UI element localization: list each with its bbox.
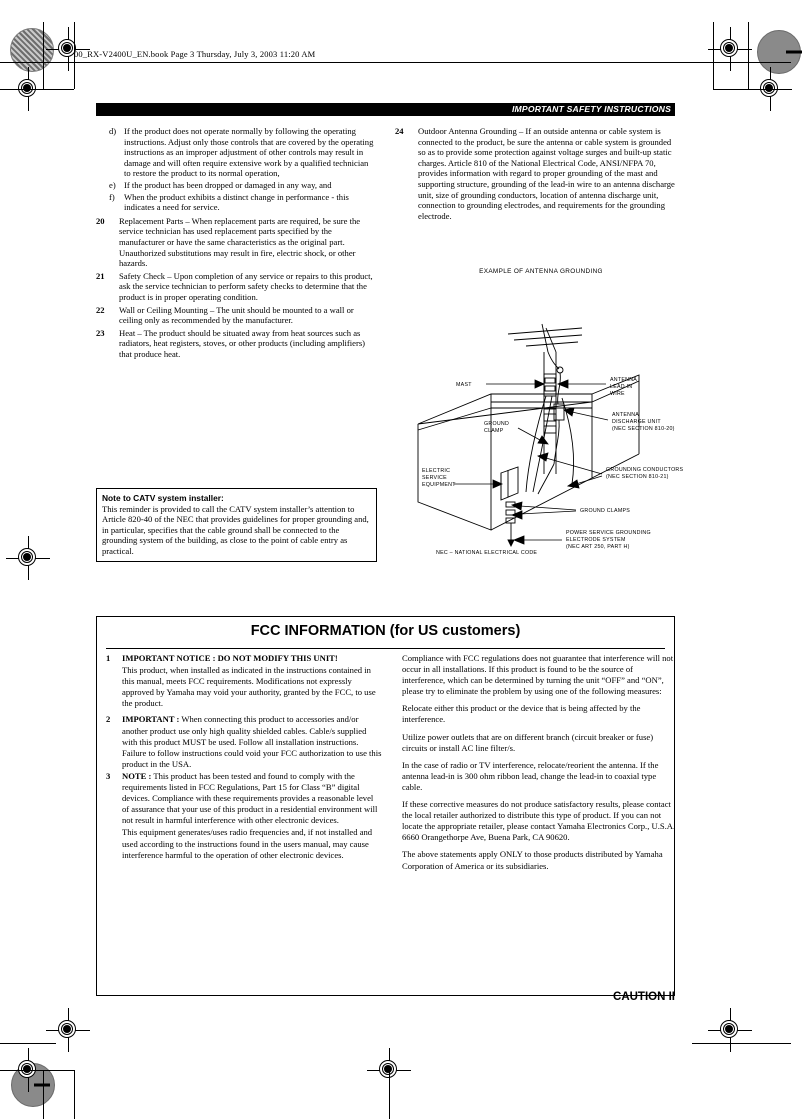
diagram-label-antenna-lead-in-wire: ANTENNA bbox=[610, 377, 638, 383]
item-number: 1 bbox=[106, 653, 111, 663]
svg-text:EQUIPMENT: EQUIPMENT bbox=[422, 482, 456, 488]
diagram-label-mast: MAST bbox=[456, 382, 472, 388]
fcc-title: FCC INFORMATION (for US customers) bbox=[250, 623, 521, 639]
list-item bbox=[96, 271, 377, 303]
list-item bbox=[106, 653, 382, 664]
fcc-right-paragraph: In the case of radio or TV interference, relocate/reorient the antenna. If the antenna lead-in is 300 ohm ribbon lead, change the lead-in to coaxial type cable. bbox=[402, 759, 659, 792]
item-number: 24 bbox=[395, 126, 404, 136]
fcc-title-rule bbox=[106, 648, 665, 649]
antenna-grounding-diagram bbox=[396, 268, 686, 556]
crop-line bbox=[713, 89, 791, 90]
svg-text:DISCHARGE UNIT: DISCHARGE UNIT bbox=[612, 419, 661, 425]
svg-text:LEAD IN: LEAD IN bbox=[610, 384, 633, 390]
header-rule bbox=[56, 62, 692, 63]
fcc-item3-extra: This equipment generates/uses radio frequencies and, if not installed and used according to the instructions found in the users manual, may cause interference harmful to the operation of other electronic devices. bbox=[122, 827, 373, 860]
sub-item-label: e) bbox=[109, 179, 116, 190]
sub-item-label: f) bbox=[109, 191, 115, 202]
fcc-right-paragraph: Utilize power outlets that are on different branch (circuit breaker or fuse) circuits or install AC line filter/s. bbox=[402, 731, 654, 753]
sub-item-text: If the product has been dropped or damaged in any way, and bbox=[124, 179, 332, 190]
svg-text:(NEC SECTION 810-20): (NEC SECTION 810-20) bbox=[612, 426, 675, 432]
item-lead: IMPORTANT : bbox=[122, 714, 180, 725]
crop-line bbox=[0, 1043, 56, 1044]
crop-line bbox=[692, 1043, 791, 1044]
diagram-title: EXAMPLE OF ANTENNA GROUNDING bbox=[479, 268, 603, 275]
svg-text:(NEC SECTION 810-21): (NEC SECTION 810-21) bbox=[606, 474, 669, 480]
item-lead: NOTE : bbox=[122, 770, 152, 781]
item-number: 20 bbox=[96, 215, 105, 226]
catv-note-body: This reminder is provided to call the CATV system installer’s attention to Article 820-40 of the NEC that provides guidelines for proper grounding and, in particular, specifies that the cable ground shall be connected to the grounding system of the building, as close to the point of cable entry as practical. bbox=[102, 504, 369, 556]
list-item bbox=[106, 771, 382, 826]
fcc-information-box bbox=[96, 616, 675, 996]
diagram-illustration bbox=[396, 278, 686, 556]
catv-note-box bbox=[96, 488, 377, 562]
diagram-footnote: NEC – NATIONAL ELECTRICAL CODE bbox=[436, 550, 538, 556]
running-head-banner bbox=[96, 103, 675, 116]
item-number: 3 bbox=[106, 770, 111, 781]
crop-line bbox=[389, 1070, 390, 1119]
item-number: 23 bbox=[96, 327, 105, 338]
svg-text:CLAMP: CLAMP bbox=[484, 428, 504, 434]
fcc-column-left bbox=[106, 653, 382, 866]
crosshair-top-right bbox=[717, 36, 743, 62]
sub-item-text: When the product exhibits a distinct change in performance - this indicates a need for service. bbox=[124, 191, 349, 213]
crop-line bbox=[0, 1070, 74, 1071]
diagram-label-ground-clamps: GROUND CLAMPS bbox=[580, 508, 631, 514]
safety-column-left bbox=[96, 126, 377, 361]
list-item bbox=[96, 328, 377, 360]
item-text: This product has been tested and found to comply with the requirements listed in FCC Regulations, Part 15 for Class “B” digital devices. Compliance with these requirements provides a reasonable level of assurance that your use of this product in a residential environment will not result in harmful interference with other electronic devices. bbox=[122, 770, 378, 826]
item-lead: IMPORTANT NOTICE : DO NOT MODIFY THIS UNIT! bbox=[122, 653, 338, 663]
item-text: Heat – The product should be situated away from heat sources such as radiators, heat registers, stoves, or other products (including amplifiers) that produce heat. bbox=[119, 327, 366, 359]
svg-text:ELECTRODE SYSTEM: ELECTRODE SYSTEM bbox=[566, 537, 626, 543]
item-text: When connecting this product to accessories and/or another product use only high quality shielded cables. Cable/s supplied with this product MUST be used. Follow all installation instructions. Failure to follow instructions could void your FCC authorization to use this product in the USA. bbox=[122, 714, 382, 769]
item-text: Replacement Parts – When replacement parts are required, be sure the service technician has used replacement parts specified by the manufacturer or have the same characteristics as the original part. Unauthorized substitutions may result in fire, electric shock, or other hazards. bbox=[119, 215, 361, 269]
crop-line bbox=[43, 1070, 44, 1119]
catv-note-heading: Note to CATV system installer: bbox=[102, 493, 224, 503]
crop-line bbox=[713, 22, 714, 89]
density-patch-top-left bbox=[10, 28, 54, 72]
page-footer: CAUTION II bbox=[613, 991, 675, 1003]
running-head-text: IMPORTANT SAFETY INSTRUCTIONS bbox=[511, 104, 671, 114]
item-text: Outdoor Antenna Grounding – If an outside antenna or cable system is connected to the product, be sure the antenna or cable system is grounded so as to provide some protection against voltage surges and built-up static charges. Article 810 of the National Electrical Code, ANSI/NFPA 70, provides information with regard to proper grounding of the mast and supporting structure, grounding of the lead-in wire to an antenna discharge unit, size of grounding conductors, location of antenna discharge unit, connection to grounding electrodes, and requirements for the grounding electrode. bbox=[418, 126, 675, 221]
svg-text:SERVICE: SERVICE bbox=[422, 475, 447, 481]
diagram-label-electric-service-equipment: ELECTRIC bbox=[422, 468, 451, 474]
fcc-right-paragraph: Relocate either this product or the device that is being affected by the interference. bbox=[402, 703, 641, 725]
svg-text:WIRE: WIRE bbox=[610, 391, 625, 397]
crop-line bbox=[0, 89, 74, 90]
list-item bbox=[96, 126, 377, 179]
crop-line bbox=[0, 62, 56, 63]
fcc-column-right bbox=[402, 653, 678, 878]
diagram-label-ground-clamp: GROUND bbox=[484, 421, 510, 427]
diagram-label-antenna-discharge-unit: ANTENNA bbox=[612, 412, 640, 418]
diagram-label-power-service-grounding: POWER SERVICE GROUNDING bbox=[566, 530, 651, 536]
list-item bbox=[395, 126, 676, 221]
list-item bbox=[96, 180, 377, 191]
list-item bbox=[96, 192, 377, 213]
fcc-right-paragraph: If these corrective measures do not produce satisfactory results, please contact the local retailer authorized to distribute this type of product. If you can not locate the appropriate retailer, please contact Yamaha Electronics Corp., U.S.A. 6660 Orangethorpe Ave, Buena Park, CA 90620. bbox=[402, 799, 676, 843]
crop-line bbox=[692, 62, 791, 63]
item-number: 2 bbox=[106, 714, 111, 725]
item-number: 21 bbox=[96, 270, 105, 281]
safety-column-right bbox=[395, 126, 676, 223]
item-text: Wall or Ceiling Mounting – The unit should be mounted to a wall or ceiling only as recommended by the manufacturer. bbox=[119, 304, 354, 326]
crosshair-bottom-left bbox=[55, 1017, 81, 1043]
book-file-header: 00_RX-V2400U_EN.book Page 3 Thursday, July 3, 2003 11:20 AM bbox=[74, 49, 316, 59]
sub-item-text: If the product does not operate normally by following the operating instructions. Adjust only those controls that are covered by the operating instructions as an improper adjustment of other controls may result in damage and will often require extensive work by a qualified technician to restore the product to its normal operation, bbox=[124, 126, 374, 179]
diagram-label-grounding-conductors: GROUNDING CONDUCTORS bbox=[606, 467, 684, 473]
svg-text:(NEC ART 250, PART H): (NEC ART 250, PART H) bbox=[566, 544, 630, 550]
item-text: Safety Check – Upon completion of any service or repairs to this product, ask the service technician to perform safety checks to determine that the product is in proper operating condition. bbox=[119, 270, 373, 302]
fcc-right-paragraph: Compliance with FCC regulations does not guarantee that interference will not occur in all installations. If this product is found to be the source of interference, which can be determined by turning the unit “OFF” and “ON”, please try to eliminate the problem by using one of the following measures: bbox=[402, 653, 674, 697]
sub-item-label: d) bbox=[109, 126, 117, 136]
list-item bbox=[96, 305, 377, 326]
crop-line bbox=[74, 1070, 75, 1119]
item-number: 22 bbox=[96, 304, 105, 315]
fcc-right-paragraph: The above statements apply ONLY to those products distributed by Yamaha Corporation of America or its subsidiaries. bbox=[402, 849, 663, 871]
list-item bbox=[96, 216, 377, 269]
crop-line bbox=[748, 22, 749, 89]
density-patch-top-right bbox=[757, 30, 801, 74]
crosshair-mid-left bbox=[15, 545, 41, 571]
fcc-item1-body: This product, when installed as indicated in the instructions contained in this manual, meets FCC requirements. Modifications not expressly approved by Yamaha may void your authority, granted by the FCC, to use the product. bbox=[122, 665, 376, 709]
list-item bbox=[106, 714, 382, 769]
crop-line bbox=[43, 22, 44, 89]
crosshair-bottom-right bbox=[717, 1017, 743, 1043]
